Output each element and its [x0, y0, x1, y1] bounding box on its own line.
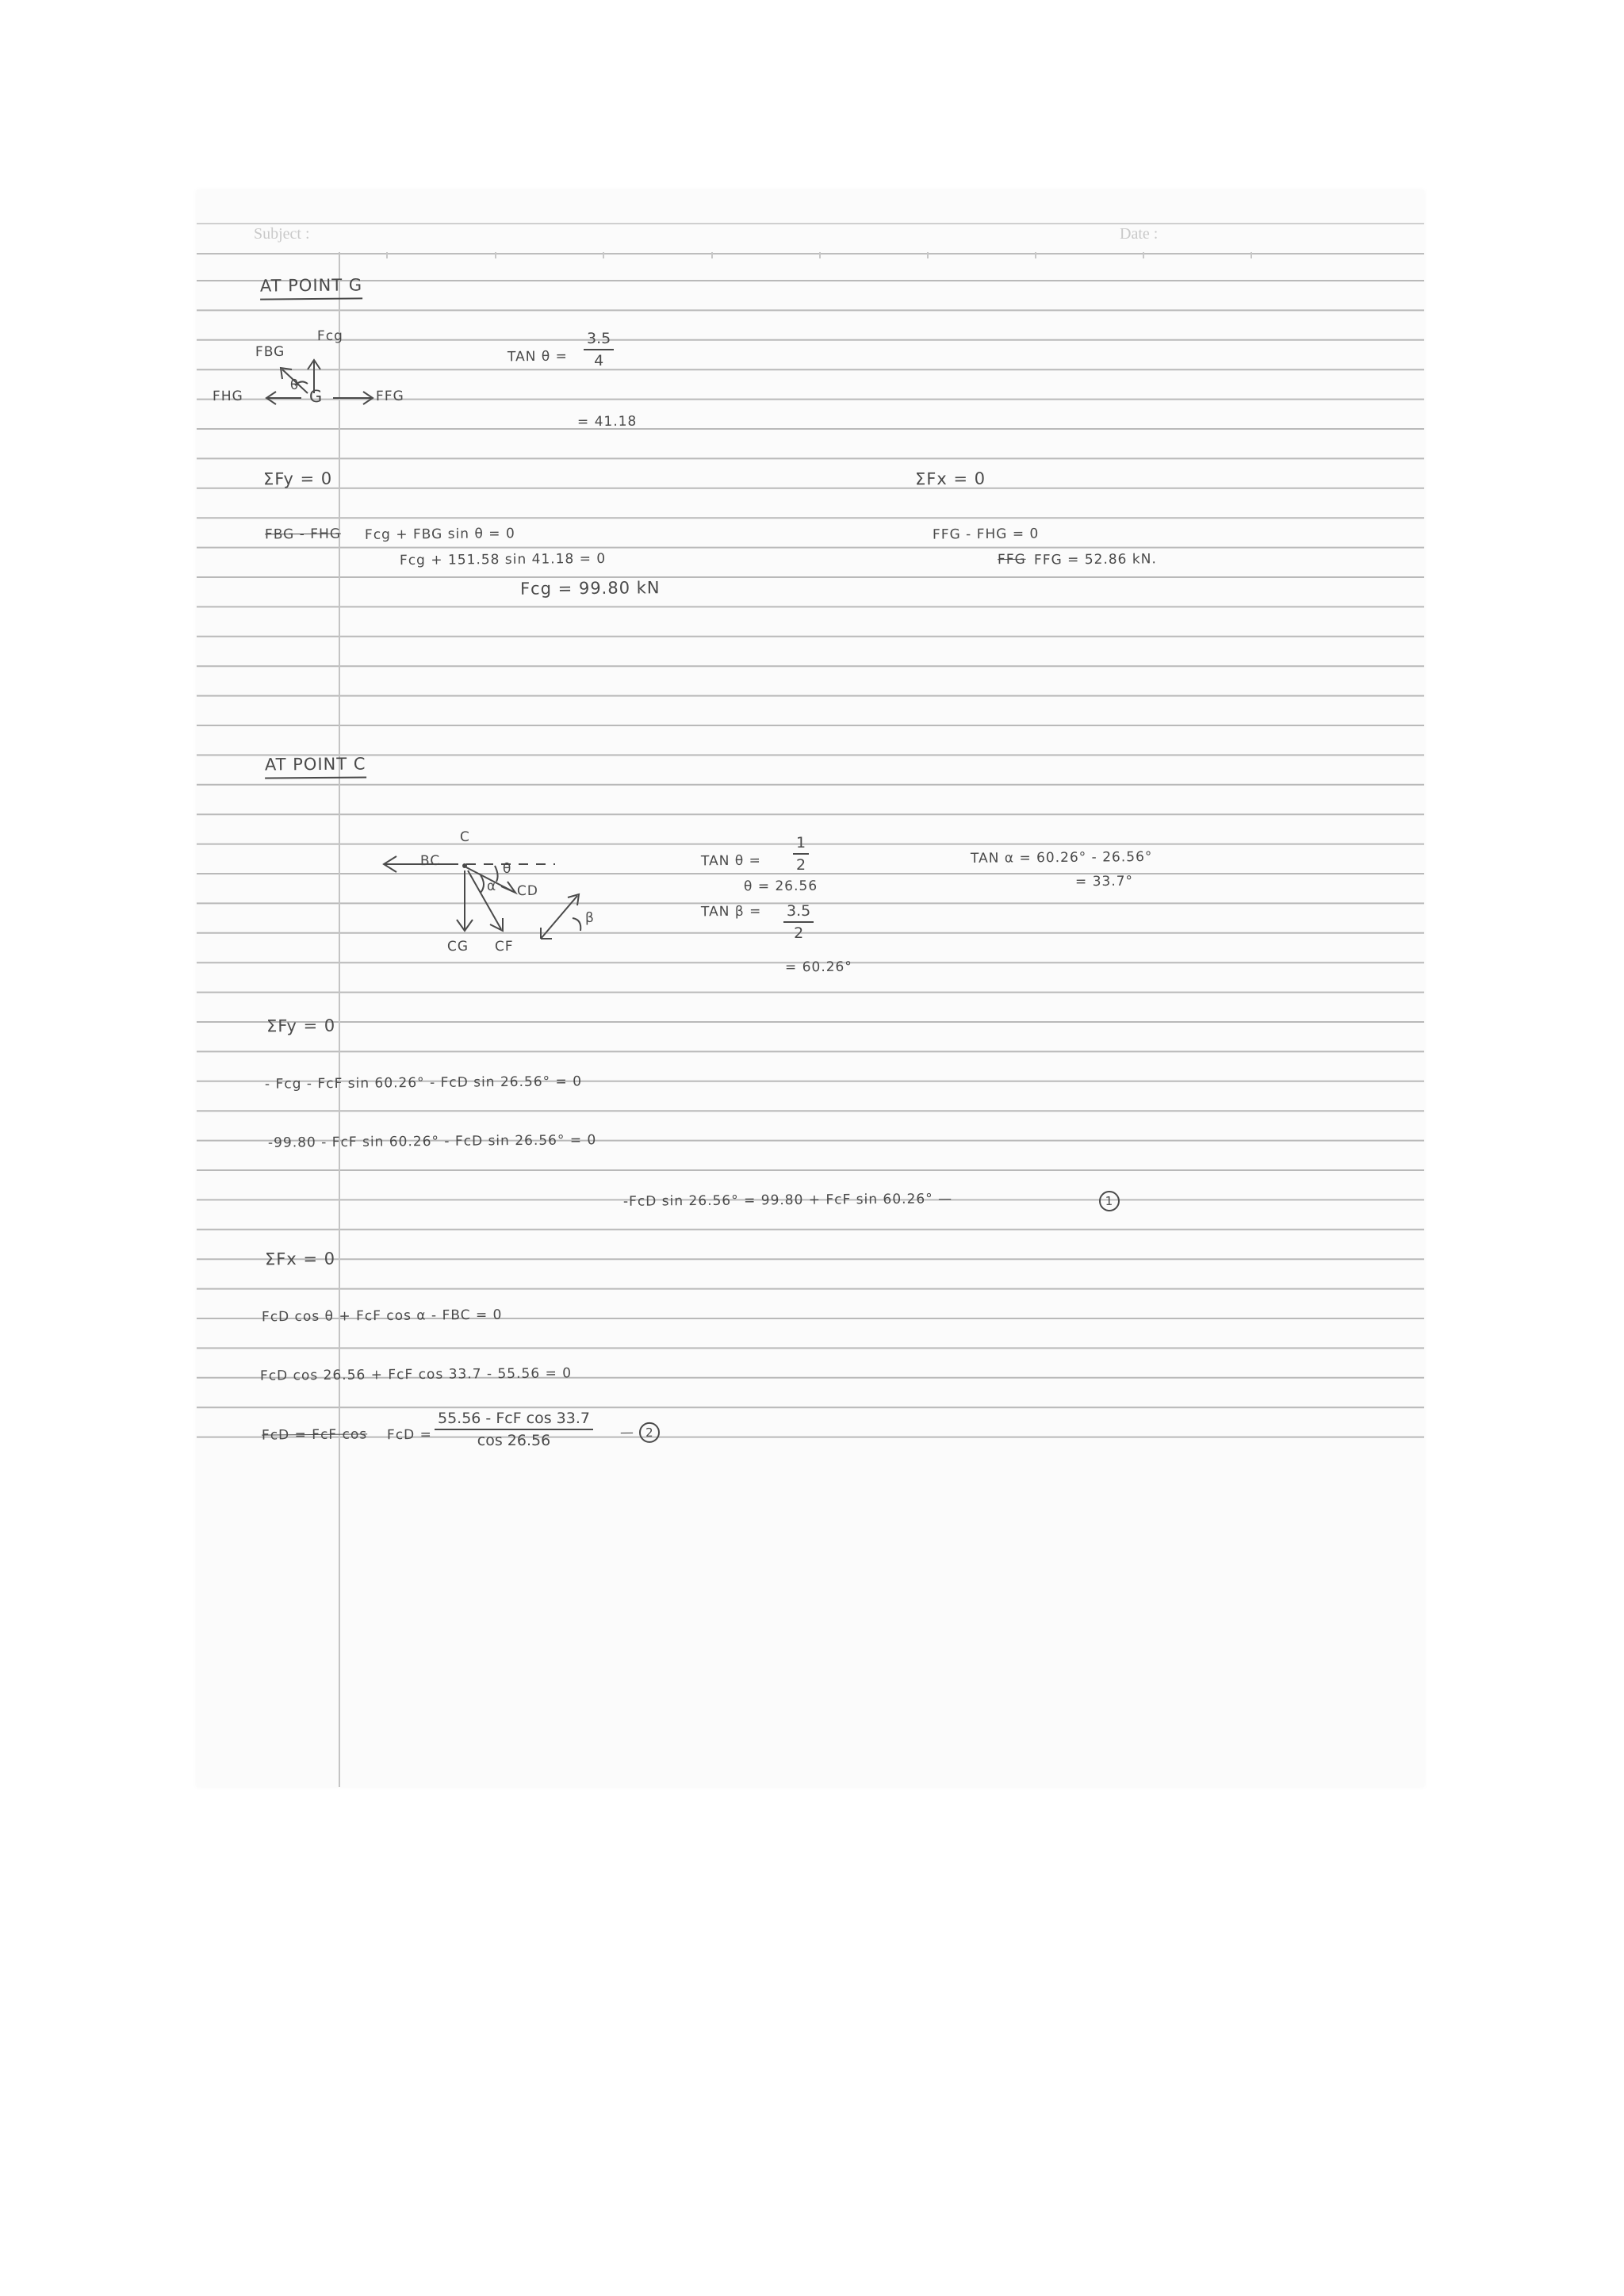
- label-fhg: FHG: [212, 388, 243, 405]
- equation-2-number: 2: [639, 1422, 660, 1443]
- fy-c-equation-2: -99.80 - FcF sin 60.26° - FcD sin 26.56° = 0: [267, 1132, 597, 1151]
- label-alpha-c: α: [486, 878, 497, 895]
- heading-point-g: AT POINT G: [260, 275, 362, 300]
- fx-c-equation-2: FcD cos 26.56 + FcF cos 33.7 - 55.56 = 0: [259, 1365, 573, 1384]
- fcd-fraction: [435, 1410, 593, 1449]
- tan-theta-c-numerator: 1: [793, 834, 809, 855]
- fx-c-equation-1: FcD cos θ + FcF cos α - FBC = 0: [261, 1307, 503, 1326]
- struck-ffg: FFG: [997, 551, 1026, 568]
- sum-fx-c: ΣFx = 0: [264, 1249, 336, 1269]
- heading-point-c: AT POINT C: [265, 754, 366, 779]
- tan-theta-g-result: = 41.18: [576, 413, 638, 430]
- fx-g-equation-1: FFG - FHG = 0: [932, 526, 1040, 543]
- theta-c-value: θ = 26.56: [743, 878, 818, 895]
- struck-fcd-fcf-cos: FcD = FcF cos: [261, 1426, 368, 1444]
- tan-beta-denominator: 2: [794, 924, 804, 942]
- label-bc: BC: [419, 852, 441, 870]
- tan-beta-fraction: [783, 902, 814, 942]
- sum-fx-g: ΣFx = 0: [914, 469, 986, 489]
- fcd-numerator: 55.56 - FcF cos 33.7: [435, 1410, 593, 1430]
- equation-1-number: 1: [1099, 1191, 1120, 1211]
- tan-beta-numerator: 3.5: [783, 902, 814, 923]
- tan-alpha: TAN α = 60.26° - 26.56°: [970, 848, 1153, 867]
- fy-g-equation-2: Fcg + 151.58 sin 41.18 = 0: [399, 550, 607, 569]
- date-label: Date :: [1120, 225, 1159, 243]
- tan-theta-c-fraction: [793, 834, 809, 874]
- tan-theta-c-denominator: 2: [796, 856, 806, 874]
- notebook-page: [197, 190, 1424, 1787]
- tan-theta-g-numerator: 3.5: [584, 330, 614, 350]
- alpha-value: = 33.7°: [1074, 873, 1134, 890]
- struck-fbg-fhg: FBG - FHG: [264, 526, 342, 543]
- equation-1-marker: [1099, 1191, 1120, 1211]
- sum-fy-c: ΣFy = 0: [266, 1016, 336, 1036]
- label-beta-c: β: [584, 909, 595, 927]
- tan-theta-g-lhs: TAN θ =: [507, 348, 568, 365]
- node-c: C: [459, 828, 470, 846]
- sum-fy-g: ΣFy = 0: [262, 469, 333, 489]
- beta-value: = 60.26°: [784, 959, 852, 976]
- label-cg: CG: [446, 938, 469, 955]
- fcd-denominator: cos 26.56: [477, 1432, 551, 1449]
- fcd-lhs: FcD =: [386, 1426, 432, 1444]
- fbd-c-arrows: [197, 190, 641, 983]
- label-fbg: FBG: [255, 343, 285, 361]
- fy-g-equation-1: Fcg + FBG sin θ = 0: [364, 526, 515, 543]
- label-theta-c: θ: [502, 860, 512, 878]
- label-fcg: Fcg: [316, 327, 344, 345]
- label-theta-g: θ: [289, 377, 300, 394]
- tan-beta-lhs: TAN β =: [700, 903, 762, 920]
- label-ffg: FFG: [375, 388, 404, 405]
- label-cd: CD: [516, 882, 539, 900]
- fy-g-equation-3: Fcg = 99.80 kN: [519, 578, 661, 599]
- tan-theta-g-denominator: 4: [594, 352, 604, 369]
- fx-g-equation-2: FFG = 52.86 kN.: [1033, 551, 1157, 568]
- equation-2-marker: — 2: [620, 1422, 661, 1443]
- fy-c-equation-1: - Fcg - FcF sin 60.26° - FcD sin 26.56° = 0: [264, 1073, 583, 1093]
- node-g: G: [308, 386, 324, 407]
- fy-c-equation-3: -FcD sin 26.56° = 99.80 + FcF sin 60.26° —: [622, 1191, 953, 1210]
- tan-theta-c-lhs: TAN θ =: [700, 852, 761, 870]
- subject-label: Subject :: [254, 225, 310, 243]
- label-cf: CF: [494, 938, 514, 955]
